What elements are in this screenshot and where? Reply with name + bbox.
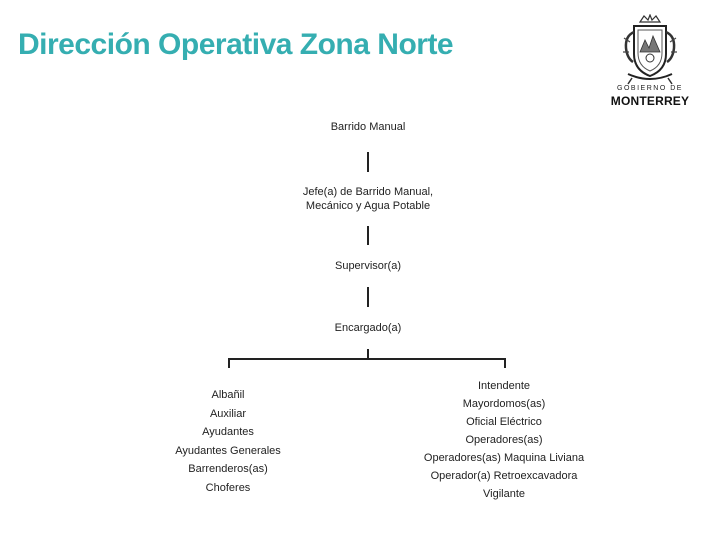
list-item: Operadores(as) bbox=[465, 434, 543, 446]
list-item: Mayordomos(as) bbox=[462, 398, 546, 410]
coat-of-arms-icon bbox=[620, 14, 680, 86]
node-encargado: Encargado(a) bbox=[334, 322, 402, 334]
node-jefe-line2: Mecánico y Agua Potable bbox=[305, 200, 431, 212]
drop-right bbox=[504, 358, 506, 368]
list-item: Albañil bbox=[211, 389, 245, 401]
logo-text-gobierno: GOBIERNO DE bbox=[617, 85, 683, 92]
list-item: Oficial Eléctrico bbox=[466, 416, 542, 428]
connector-1-2 bbox=[367, 152, 369, 172]
node-jefe-barrido bbox=[248, 185, 488, 213]
node-barrido-manual: Barrido Manual bbox=[330, 121, 406, 133]
connector-3-4 bbox=[367, 287, 369, 307]
list-item: Operadores(as) Maquina Liviana bbox=[423, 452, 585, 464]
list-item: Auxiliar bbox=[209, 407, 247, 420]
node-supervisor: Supervisor(a) bbox=[334, 260, 402, 272]
list-item: Intendente bbox=[478, 380, 530, 392]
list-item: Choferes bbox=[205, 481, 251, 494]
list-item: Operador(a) Retroexcavadora bbox=[430, 470, 578, 482]
right-job-list bbox=[404, 377, 604, 503]
left-job-list bbox=[138, 386, 318, 497]
page-title: Dirección Operativa Zona Norte bbox=[18, 28, 454, 61]
horizontal-connector bbox=[228, 358, 506, 360]
list-item: Ayudantes Generales bbox=[175, 444, 281, 457]
list-item: Barrenderos(as) bbox=[188, 463, 268, 475]
gobierno-monterrey-logo bbox=[606, 14, 694, 106]
logo-text-monterrey: MONTERREY bbox=[610, 94, 690, 108]
node-jefe-line1: Jefe(a) de Barrido Manual, bbox=[302, 186, 434, 198]
connector-2-3 bbox=[367, 226, 369, 245]
list-item: Ayudantes bbox=[202, 426, 254, 438]
list-item: Vigilante bbox=[483, 488, 525, 500]
drop-left bbox=[228, 358, 230, 368]
